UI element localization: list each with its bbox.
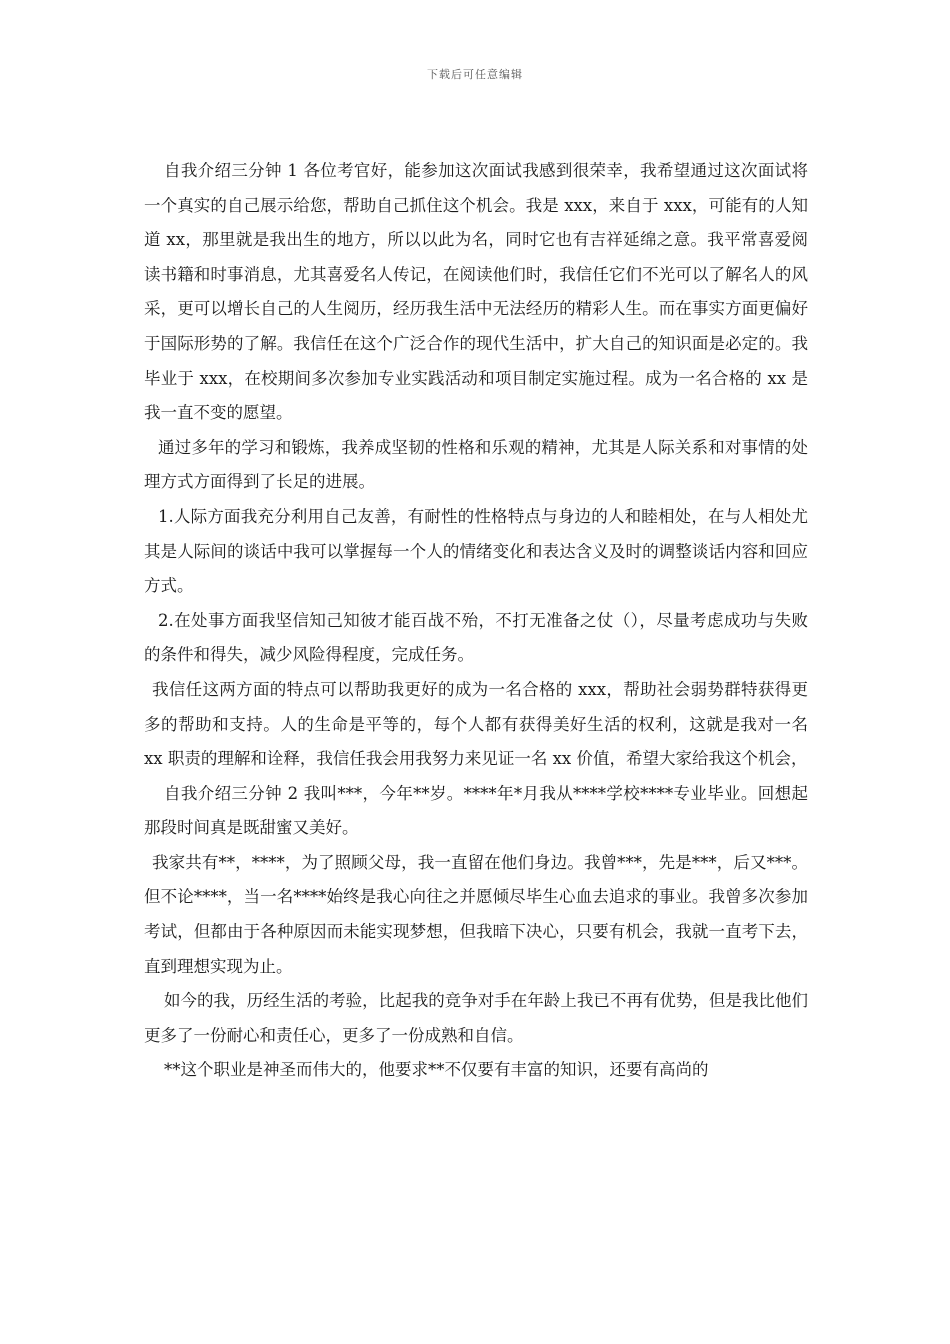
paragraph-point-1: 1.人际方面我充分利用自己友善，有耐性的性格特点与身边的人和睦相处，在与人相处尤其是人际间的谈话中我可以掌握每一个人的情绪变化和表达含义及时的调整谈话内容和回应方式。	[144, 506, 808, 596]
paragraph-present: 如今的我，历经生活的考验，比起我的竞争对手在年龄上我已不再有优势，但是我比他们更多了一份耐心和责任心，更多了一份成熟和自信。	[144, 991, 808, 1045]
paragraph-point-2: 2.在处事方面我坚信知己知彼才能百战不殆，不打无准备之仗（），尽量考虑成功与失败的条件和得失，减少风险得程度，完成任务。	[144, 610, 808, 665]
document-body	[144, 154, 808, 1088]
paragraph-family: 我家共有**，****，为了照顾父母，我一直留在他们身边。我曾***，先是***，后又***。但不论****，当一名****始终是我心向往之并愿倾尽毕生心血去追求的事业。我曾多次参加考试，但都由于各种原因而未能实现梦想，但我暗下决心，只要有机会，我就一直考下去，直到理想实现为止。	[144, 852, 808, 976]
paragraph-profession: **这个职业是神圣而伟大的，他要求**不仅要有丰富的知识，还要有高尚的	[164, 1060, 709, 1080]
paragraph-self-intro-2: 自我介绍三分钟 2 我叫***，今年**岁。****年*月我从****学校****专业毕业。回想起那段时间真是既甜蜜又美好。	[144, 783, 808, 838]
paragraph-conclusion: 我信任这两方面的特点可以帮助我更好的成为一名合格的 xxx，帮助社会弱势群特获得更多的帮助和支持。人的生命是平等的，每个人都有获得美好生活的权利，这就是我对一名 xx 职责的理解和诠释，我信任我会用我努力来见证一名 xx 价值，希望大家给我这个机会，	[144, 679, 808, 769]
paragraph-self-intro-1: 自我介绍三分钟 1 各位考官好，能参加这次面试我感到很荣幸，我希望通过这次面试将一个真实的自己展示给您，帮助自己抓住这个机会。我是 xxx，来自于 xxx，可能有的人知道 xx，那里就是我出生的地方，所以以此为名，同时它也有吉祥延绵之意。我平常喜爱阅读书籍和时事消息，尤其喜爱名人传记，在阅读他们时，我信任它们不光可以了解名人的风采，更可以增长自己的人生阅历，经历我生活中无法经历的精彩人生。而在事实方面更偏好于国际形势的了解。我信任在这个广泛合作的现代生活中，扩大自己的知识面是必定的。我毕业于 xxx，在校期间多次参加专业实践活动和项目制定实施过程。成为一名合格的 xx 是我一直不变的愿望。	[144, 161, 808, 423]
paragraph-growth: 通过多年的学习和锻炼，我养成坚韧的性格和乐观的精神，尤其是人际关系和对事情的处理方式方面得到了长足的进展。	[144, 437, 808, 492]
header-note: 下载后可任意编辑	[427, 68, 523, 81]
